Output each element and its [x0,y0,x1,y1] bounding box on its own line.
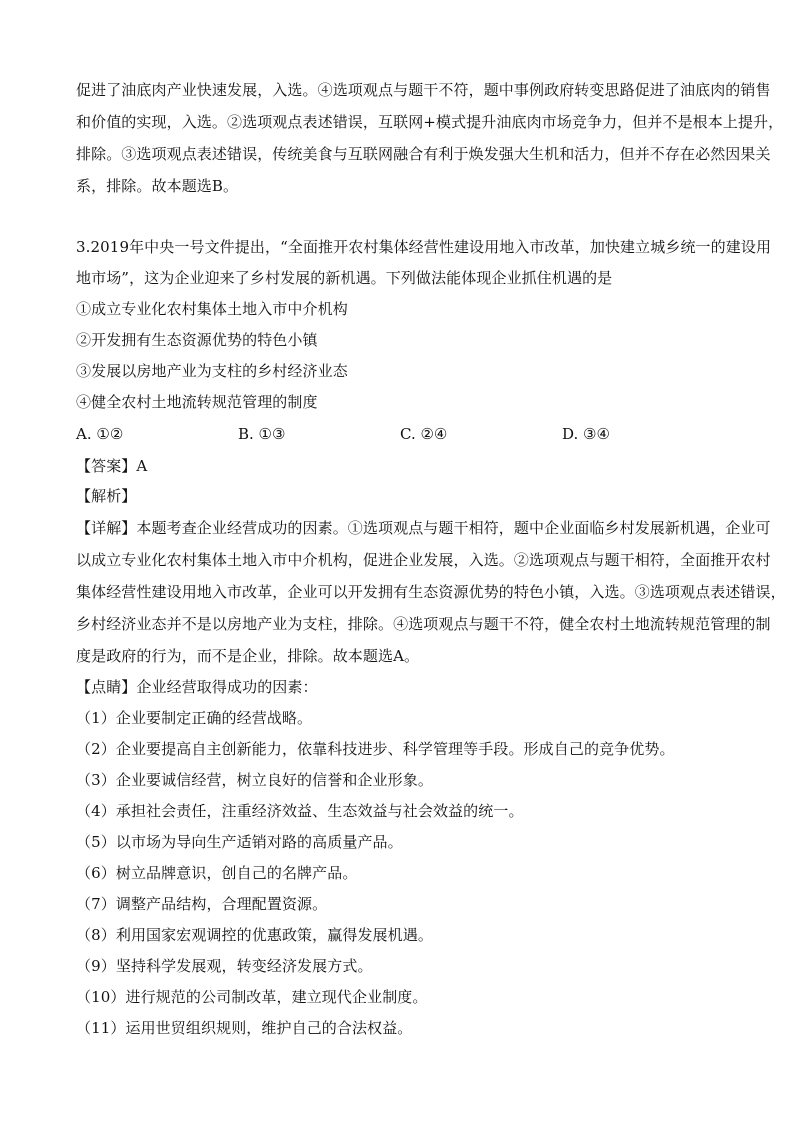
option-d: D. ③④ [562,425,610,443]
option-b: B. ①③ [238,425,286,443]
question-line: 3.2019年中央一号文件提出，“全面推开农村集体经营性建设用地入市改革，加快建立城乡统一的建设用 [76,238,772,256]
tip-item: （7）调整产品结构，合理配置资源。 [76,895,328,913]
question-line: 地市场”，这为企业迎来了乡村发展的新机遇。下列做法能体现企业抓住机遇的是 [76,269,613,287]
tip-item: （8）利用国家宏观调控的优惠政策，赢得发展机遇。 [76,926,433,944]
analysis-heading: 【解析】 [76,487,137,505]
answer-line: 【答案】A [76,457,148,475]
intro-line: 排除。③选项观点表述错误，传统美食与互联网融合有利于焕发强大生机和活力，但并不存在必然因果关 [76,145,771,163]
statement-4: ④健全农村土地流转规范管理的制度 [76,393,318,411]
detail-line: 度是政府的行为，而不是企业，排除。故本题选A。 [76,647,420,665]
tip-item: （1）企业要制定正确的经营战略。 [76,709,313,727]
option-a: A. ①② [76,425,124,443]
tip-item: （11）运用世贸组织规则，维护自己的合法权益。 [76,1019,413,1037]
option-c: C. ②④ [400,425,448,443]
statement-1: ①成立专业化农村集体土地入市中介机构 [76,300,348,318]
detail-line: 【详解】本题考查企业经营成功的因素。①选项观点与题干相符，题中企业面临乡村发展新机遇，企业可 [76,519,771,537]
statement-3: ③发展以房地产业为支柱的乡村经济业态 [76,362,348,380]
tip-item: （4）承担社会责任，注重经济效益、生态效益与社会效益的统一。 [76,802,524,820]
intro-line: 和价值的实现，入选。②选项观点表述错误，互联网+模式提升油底肉市场竞争力，但并不是根本上提升， [76,113,784,131]
detail-line: 乡村经济业态并不是以房地产业为支柱，排除。④选项观点与题干不符，健全农村土地流转规范管理的制 [76,615,771,633]
tip-item: （9）坚持科学发展观，转变经济发展方式。 [76,957,373,975]
tip-item: （2）企业要提高自主创新能力，依靠科技进步、科学管理等手段。形成自己的竞争优势。 [76,740,675,758]
tip-item: （10）进行规范的公司制改革，建立现代企业制度。 [76,988,428,1006]
tip-item: （6）树立品牌意识，创自己的名牌产品。 [76,864,358,882]
tip-item: （5）以市场为导向生产适销对路的高质量产品。 [76,833,403,851]
statement-2: ②开发拥有生态资源优势的特色小镇 [76,331,318,349]
tip-item: （3）企业要诚信经营，树立良好的信誉和企业形象。 [76,771,433,789]
tip-heading: 【点睛】企业经营取得成功的因素： [76,678,318,696]
detail-line: 以成立专业化农村集体土地入市中介机构，促进企业发展，入选。②选项观点与题干相符，全面推开农村 [76,551,771,569]
intro-line: 系，排除。故本题选B。 [76,177,239,195]
intro-line: 促进了油底肉产业快速发展，入选。④选项观点与题干不符，题中事例政府转变思路促进了油底肉的销售 [76,81,771,99]
detail-line: 集体经营性建设用地入市改革，企业可以开发拥有生态资源优势的特色小镇，入选。③选项观点表述错误， [76,583,786,601]
